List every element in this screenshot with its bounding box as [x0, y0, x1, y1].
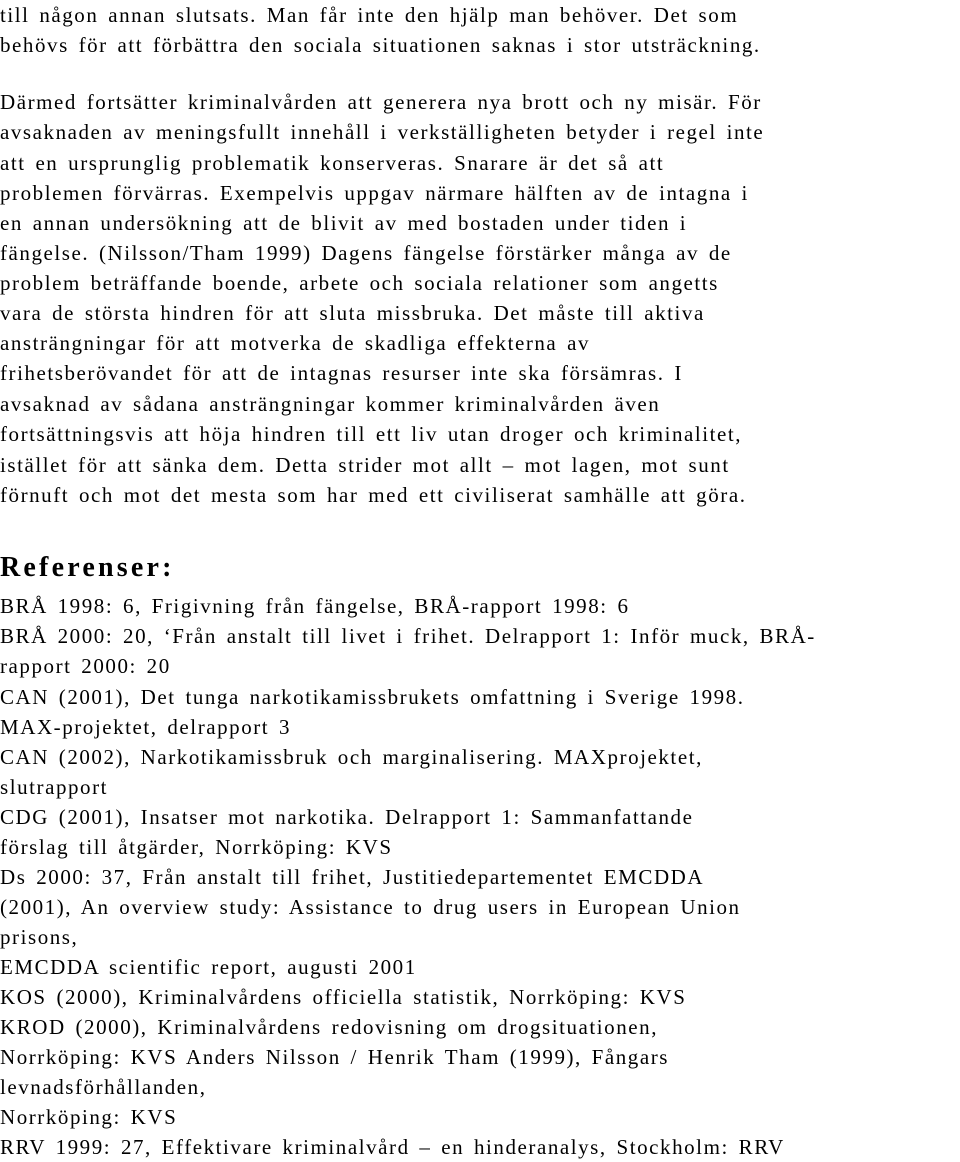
reference-line: rapport 2000: 20 [0, 654, 171, 678]
reference-line: förslag till åtgärder, Norrköping: KVS [0, 835, 393, 859]
reference-line: (2001), An overview study: Assistance to drug users in European Union [0, 895, 741, 919]
reference-line: Norrköping: KVS Anders Nilsson / Henrik Tham (1999), Fångars [0, 1045, 669, 1069]
reference-line: CAN (2001), Det tunga narkotikamissbrukets omfattning i Sverige 1998. [0, 685, 745, 709]
body-text-line: behövs för att förbättra den sociala situationen saknas i stor utsträckning. [0, 33, 761, 57]
reference-line: CAN (2002), Narkotikamissbruk och marginalisering. MAXprojektet, [0, 745, 703, 769]
body-text-line: vara de största hindren för att sluta missbruka. Det måste till aktiva [0, 301, 705, 325]
reference-line: EMCDDA scientific report, augusti 2001 [0, 955, 417, 979]
body-text-line: fortsättningsvis att höja hindren till ett liv utan droger och kriminalitet, [0, 422, 743, 446]
body-text-line: fängelse. (Nilsson/Tham 1999) Dagens fängelse förstärker många av de [0, 241, 732, 265]
body-text-line: ansträngningar för att motverka de skadliga effekterna av [0, 331, 591, 355]
reference-line: RRV 1999: 27, Effektivare kriminalvård – en hinderanalys, Stockholm: RRV [0, 1135, 785, 1159]
references-heading: Referenser: [0, 552, 175, 583]
reference-line: KROD (2000), Kriminalvårdens redovisning om drogsituationen, [0, 1015, 658, 1039]
reference-line: slutrapport [0, 775, 109, 799]
reference-line: prisons, [0, 925, 79, 949]
body-text-line: istället för att sänka dem. Detta strider mot allt – mot lagen, mot sunt [0, 453, 730, 477]
reference-line: BRÅ 2000: 20, ‘Från anstalt till livet i frihet. Delrapport 1: Inför muck, BRÅ- [0, 624, 816, 648]
body-text-line: frihetsberövandet för att de intagnas resurser inte ska försämras. I [0, 361, 683, 385]
reference-line: Norrköping: KVS [0, 1105, 178, 1129]
body-text-line: avsaknaden av meningsfullt innehåll i verkställigheten betyder i regel inte [0, 120, 765, 144]
body-text-line: Därmed fortsätter kriminalvården att generera nya brott och ny misär. För [0, 90, 762, 114]
body-text-line: en annan undersökning att de blivit av med bostaden under tiden i [0, 211, 688, 235]
reference-line: KOS (2000), Kriminalvårdens officiella statistik, Norrköping: KVS [0, 985, 687, 1009]
reference-line: Ds 2000: 37, Från anstalt till frihet, Justitiedepartementet EMCDDA [0, 865, 705, 889]
reference-line: CDG (2001), Insatser mot narkotika. Delrapport 1: Sammanfattande [0, 805, 694, 829]
body-text-line: till någon annan slutsats. Man får inte den hjälp man behöver. Det som [0, 3, 739, 27]
reference-line: levnadsförhållanden, [0, 1075, 207, 1099]
body-text-line: förnuft och mot det mesta som har med ett civiliserat samhälle att göra. [0, 483, 747, 507]
reference-line: MAX-projektet, delrapport 3 [0, 715, 292, 739]
body-text-line: avsaknad av sådana ansträngningar kommer kriminalvården även [0, 392, 661, 416]
body-text-line: problem beträffande boende, arbete och sociala relationer som angetts [0, 271, 719, 295]
reference-line: BRÅ 1998: 6, Frigivning från fängelse, BRÅ-rapport 1998: 6 [0, 594, 630, 618]
body-text-line: problemen förvärras. Exempelvis uppgav närmare hälften av de intagna i [0, 181, 749, 205]
body-text-line: att en ursprunglig problematik konserveras. Snarare är det så att [0, 151, 665, 175]
